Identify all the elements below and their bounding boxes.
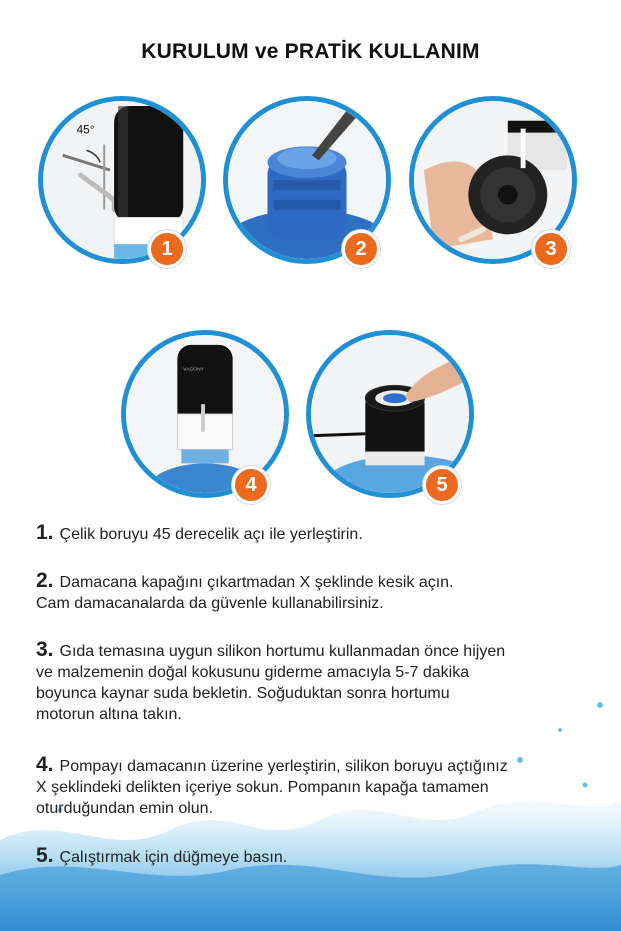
step-text: Damacana kapağını çıkartmadan X şeklinde kesik açın. bbox=[59, 574, 454, 591]
step-number: 2. bbox=[36, 569, 54, 592]
step-2 bbox=[36, 570, 596, 614]
step-badge-2: 2 bbox=[342, 230, 380, 268]
step-badge-1: 1 bbox=[148, 230, 186, 268]
step-5 bbox=[36, 845, 596, 868]
step-number: 3. bbox=[36, 638, 54, 661]
step-4 bbox=[36, 754, 596, 819]
step-badge-5: 5 bbox=[423, 466, 461, 504]
step-text: Çelik boruyu 45 derecelik açı ile yerleştirin. bbox=[59, 526, 363, 543]
angle-label: 45° bbox=[76, 122, 95, 137]
step-number: 4. bbox=[36, 753, 54, 776]
step-text: oturduğundan emin olun. bbox=[36, 800, 214, 817]
step-number: 1. bbox=[36, 521, 54, 544]
step-1 bbox=[36, 522, 596, 545]
step-text: Çalıştırmak için düğmeye basın. bbox=[59, 849, 288, 866]
brand-label: VAGONY bbox=[183, 367, 204, 373]
step-text: X şeklindeki delikten içeriye sokun. Pompanın kapağa tamamen bbox=[36, 779, 489, 796]
step-text: motorun altına takın. bbox=[36, 706, 182, 723]
step-number: 5. bbox=[36, 844, 54, 867]
step-badge-4: 4 bbox=[232, 466, 270, 504]
step-text: ve malzemenin doğal kokusunu giderme amacıyla 5-7 dakika bbox=[36, 664, 470, 681]
step-3 bbox=[36, 639, 596, 725]
step-text: Gıda temasına uygun silikon hortumu kullanmadan önce hijyen bbox=[59, 643, 506, 660]
step-badge-3: 3 bbox=[532, 230, 570, 268]
page-title: KURULUM ve PRATİK KULLANIM bbox=[141, 40, 480, 63]
step-text: Pompayı damacanın üzerine yerleştirin, silikon boruyu açtığınız bbox=[59, 758, 508, 775]
step-text: Cam damacanalarda da güvenle kullanabilirsiniz. bbox=[36, 595, 384, 612]
step-text: boyunca kaynar suda bekletin. Soğuduktan sonra hortumu bbox=[36, 685, 450, 702]
